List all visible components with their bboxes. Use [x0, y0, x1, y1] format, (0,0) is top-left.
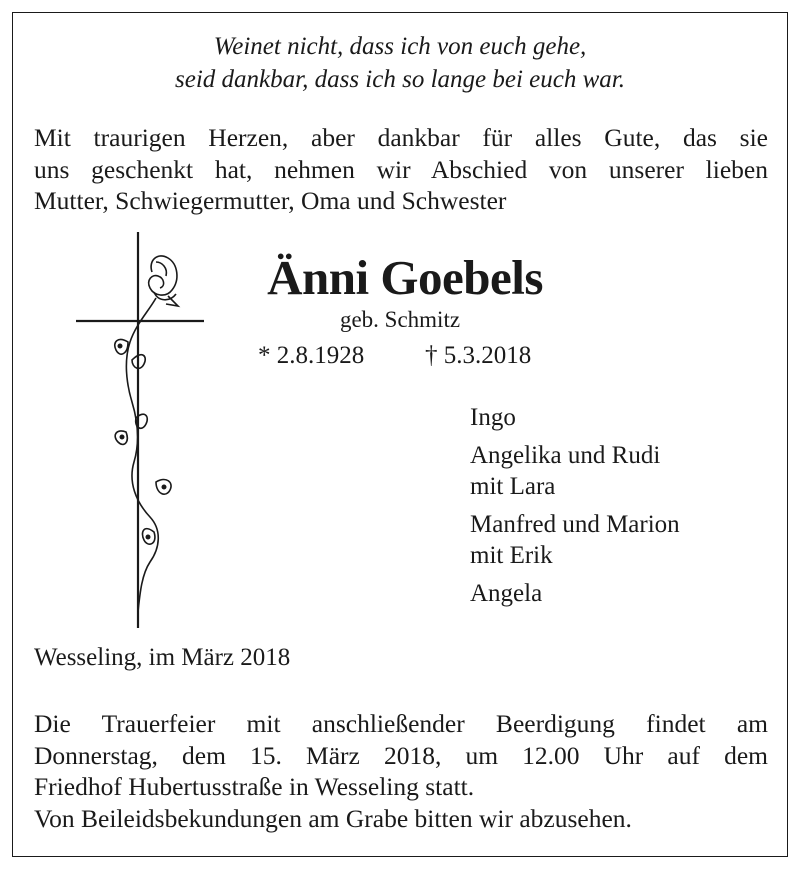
- family-member: [470, 402, 770, 433]
- cross-with-rose-icon: [70, 232, 210, 632]
- intro-text: [34, 122, 768, 217]
- birth-name: geb. Schmitz: [339, 307, 461, 332]
- family-member: [470, 578, 770, 609]
- family-line: Manfred und Marion: [470, 511, 680, 538]
- motto-verse: [0, 30, 800, 96]
- ceremony-line: Die Trauerfeier mit anschließender Beerdigung findet am: [34, 709, 768, 738]
- ceremony-line: Donnerstag, dem 15. März 2018, um 12.00 Uhr auf dem: [34, 740, 768, 770]
- place-date: Wesseling, im März 2018: [34, 644, 291, 671]
- deceased-name: Änni Goebels: [267, 250, 543, 305]
- ceremony-line: Von Beileidsbekundungen am Grabe bitten wir abzusehen.: [34, 803, 632, 833]
- family-line: Angelika und Rudi: [470, 442, 661, 469]
- family-member: [470, 509, 770, 571]
- ceremony-line: Friedhof Hubertusstraße in Wesseling statt.: [34, 772, 475, 801]
- family-member: [470, 440, 770, 502]
- birth-date: * 2.8.1928: [258, 342, 365, 369]
- family-line: Ingo: [470, 404, 516, 431]
- intro-line: Mutter, Schwiegermutter, Oma und Schwester: [34, 186, 507, 215]
- motto-line: seid dankbar, dass ich so lange bei euch war.: [175, 66, 625, 93]
- family-line: Angela: [470, 580, 543, 607]
- motto-line: Weinet nicht, dass ich von euch gehe,: [213, 33, 587, 60]
- ceremony-text: [34, 708, 768, 834]
- intro-line: uns geschenkt hat, nehmen wir Abschied von unserer lieben: [34, 154, 768, 184]
- family-list: [470, 402, 770, 616]
- family-line: mit Erik: [470, 542, 553, 569]
- intro-line: Mit traurigen Herzen, aber dankbar für alles Gute, das sie: [34, 123, 768, 152]
- death-date: † 5.3.2018: [425, 342, 532, 369]
- family-line: mit Lara: [470, 473, 556, 500]
